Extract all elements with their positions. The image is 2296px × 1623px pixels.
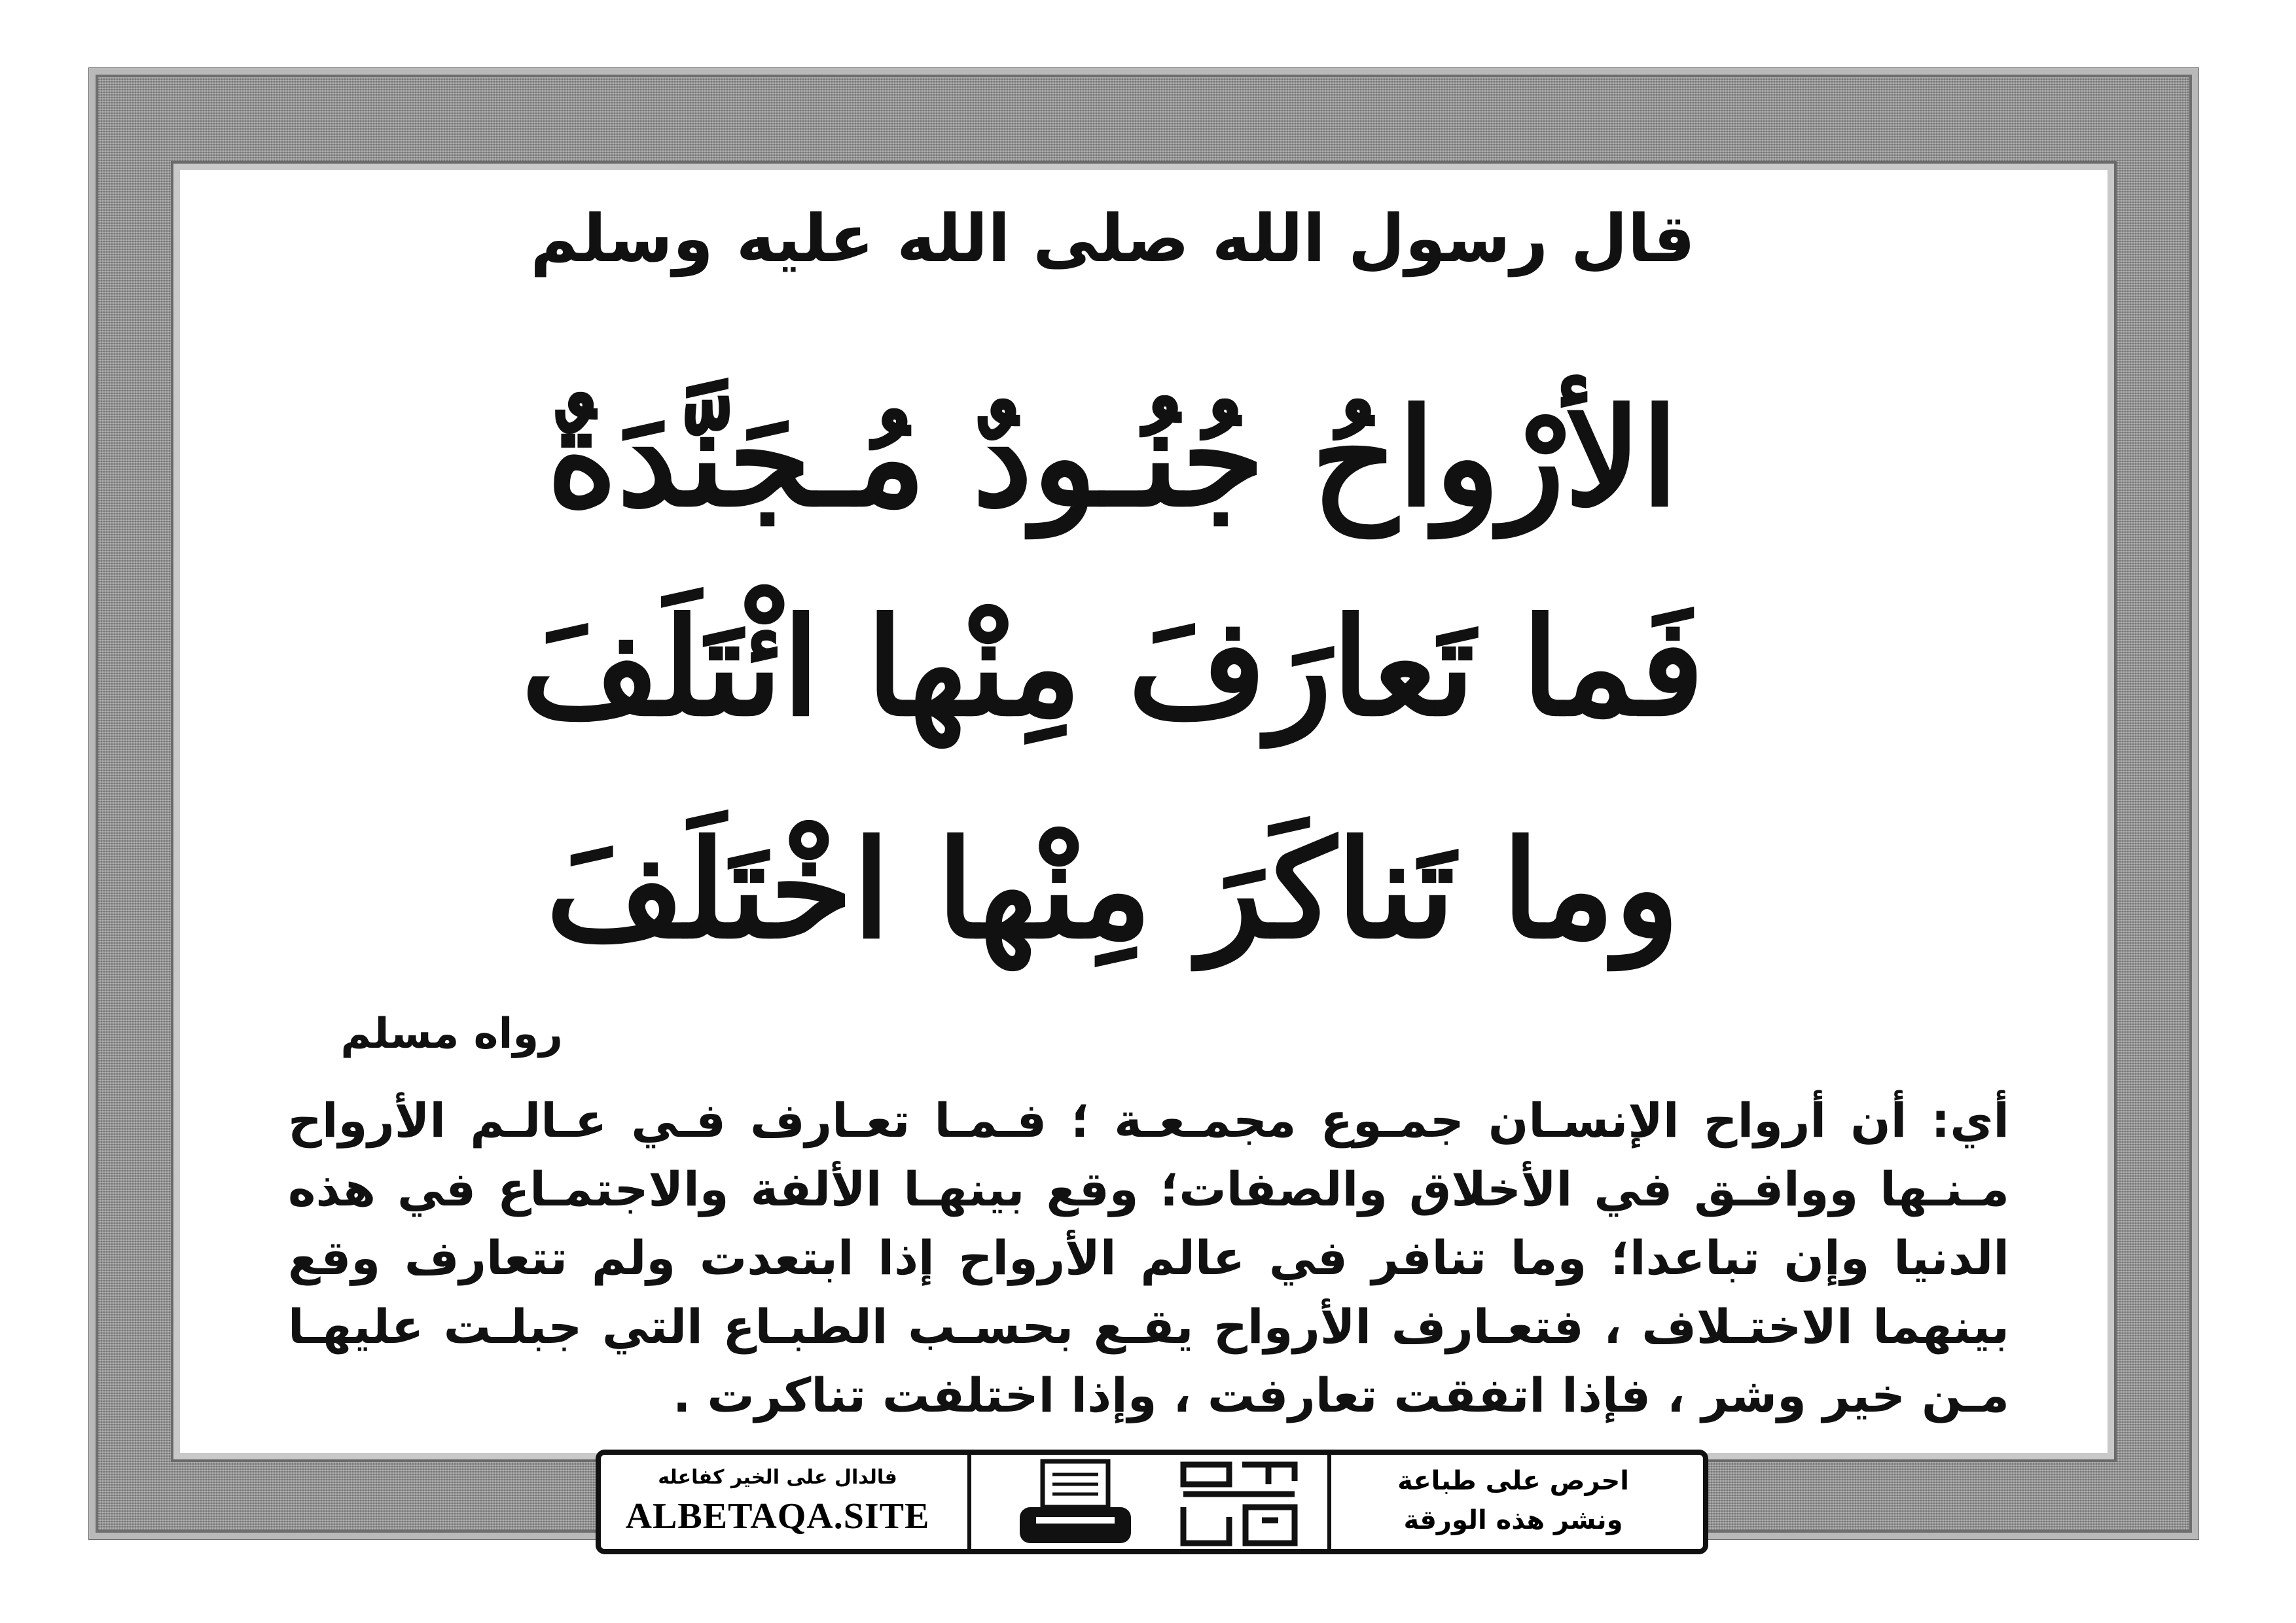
footer-call-to-action — [1330, 1461, 1696, 1540]
brand-logo — [1164, 1455, 1314, 1553]
hadith-line-2: فَما تَعارَفَ مِنْها ائْتَلَفَ — [521, 589, 1704, 746]
footer-bar — [596, 1450, 1708, 1554]
hadith-line-3: وما تَناكَرَ مِنْها اخْتَلَفَ — [546, 812, 1679, 969]
footer-call-line-2: ونشر هذه الورقة — [1403, 1505, 1623, 1535]
footer-site-link[interactable]: ALBETAQA.SITE — [625, 1496, 930, 1537]
footer-slogan: فالدال على الخير كفاعله — [658, 1466, 897, 1489]
hadith-line-1: الأرْواحُ جُنُـودٌ مُـجَنَّدَةٌ — [547, 380, 1679, 537]
footer-divider — [967, 1455, 971, 1549]
footer-call-line-1: احرص على طباعة — [1397, 1466, 1629, 1496]
hadith-source: رواه مسلم — [340, 1010, 563, 1058]
footer-site-block — [607, 1460, 948, 1545]
printer-icon — [1000, 1455, 1151, 1553]
explanation-paragraph: أي: أن أرواح الإنسـان جمـوع مجمـعـة ؛ فـمـا تعـارف فـي عـالـم الأرواح مـنـها ووافـق في الأخلاق والصفات؛ وقع بينهـا الألفة والاجتمـاع في هذه الدنيا وإن تباعدا؛ وما تنافر في عالم الأرواح إذا ابتعدت ولم تتعارف وقع بينهما الاختـلاف ، فتعـارف الأرواح يقـع بحسـب الطبـاع التي جبلـت عليهـا مـن خير وشر ، فإذا اتفقت تعارفت ، وإذا اختلفت تناكرت . — [288, 1093, 2009, 1423]
narrator-heading: قال رسول الله صلى الله عليه وسلم — [530, 200, 1695, 277]
